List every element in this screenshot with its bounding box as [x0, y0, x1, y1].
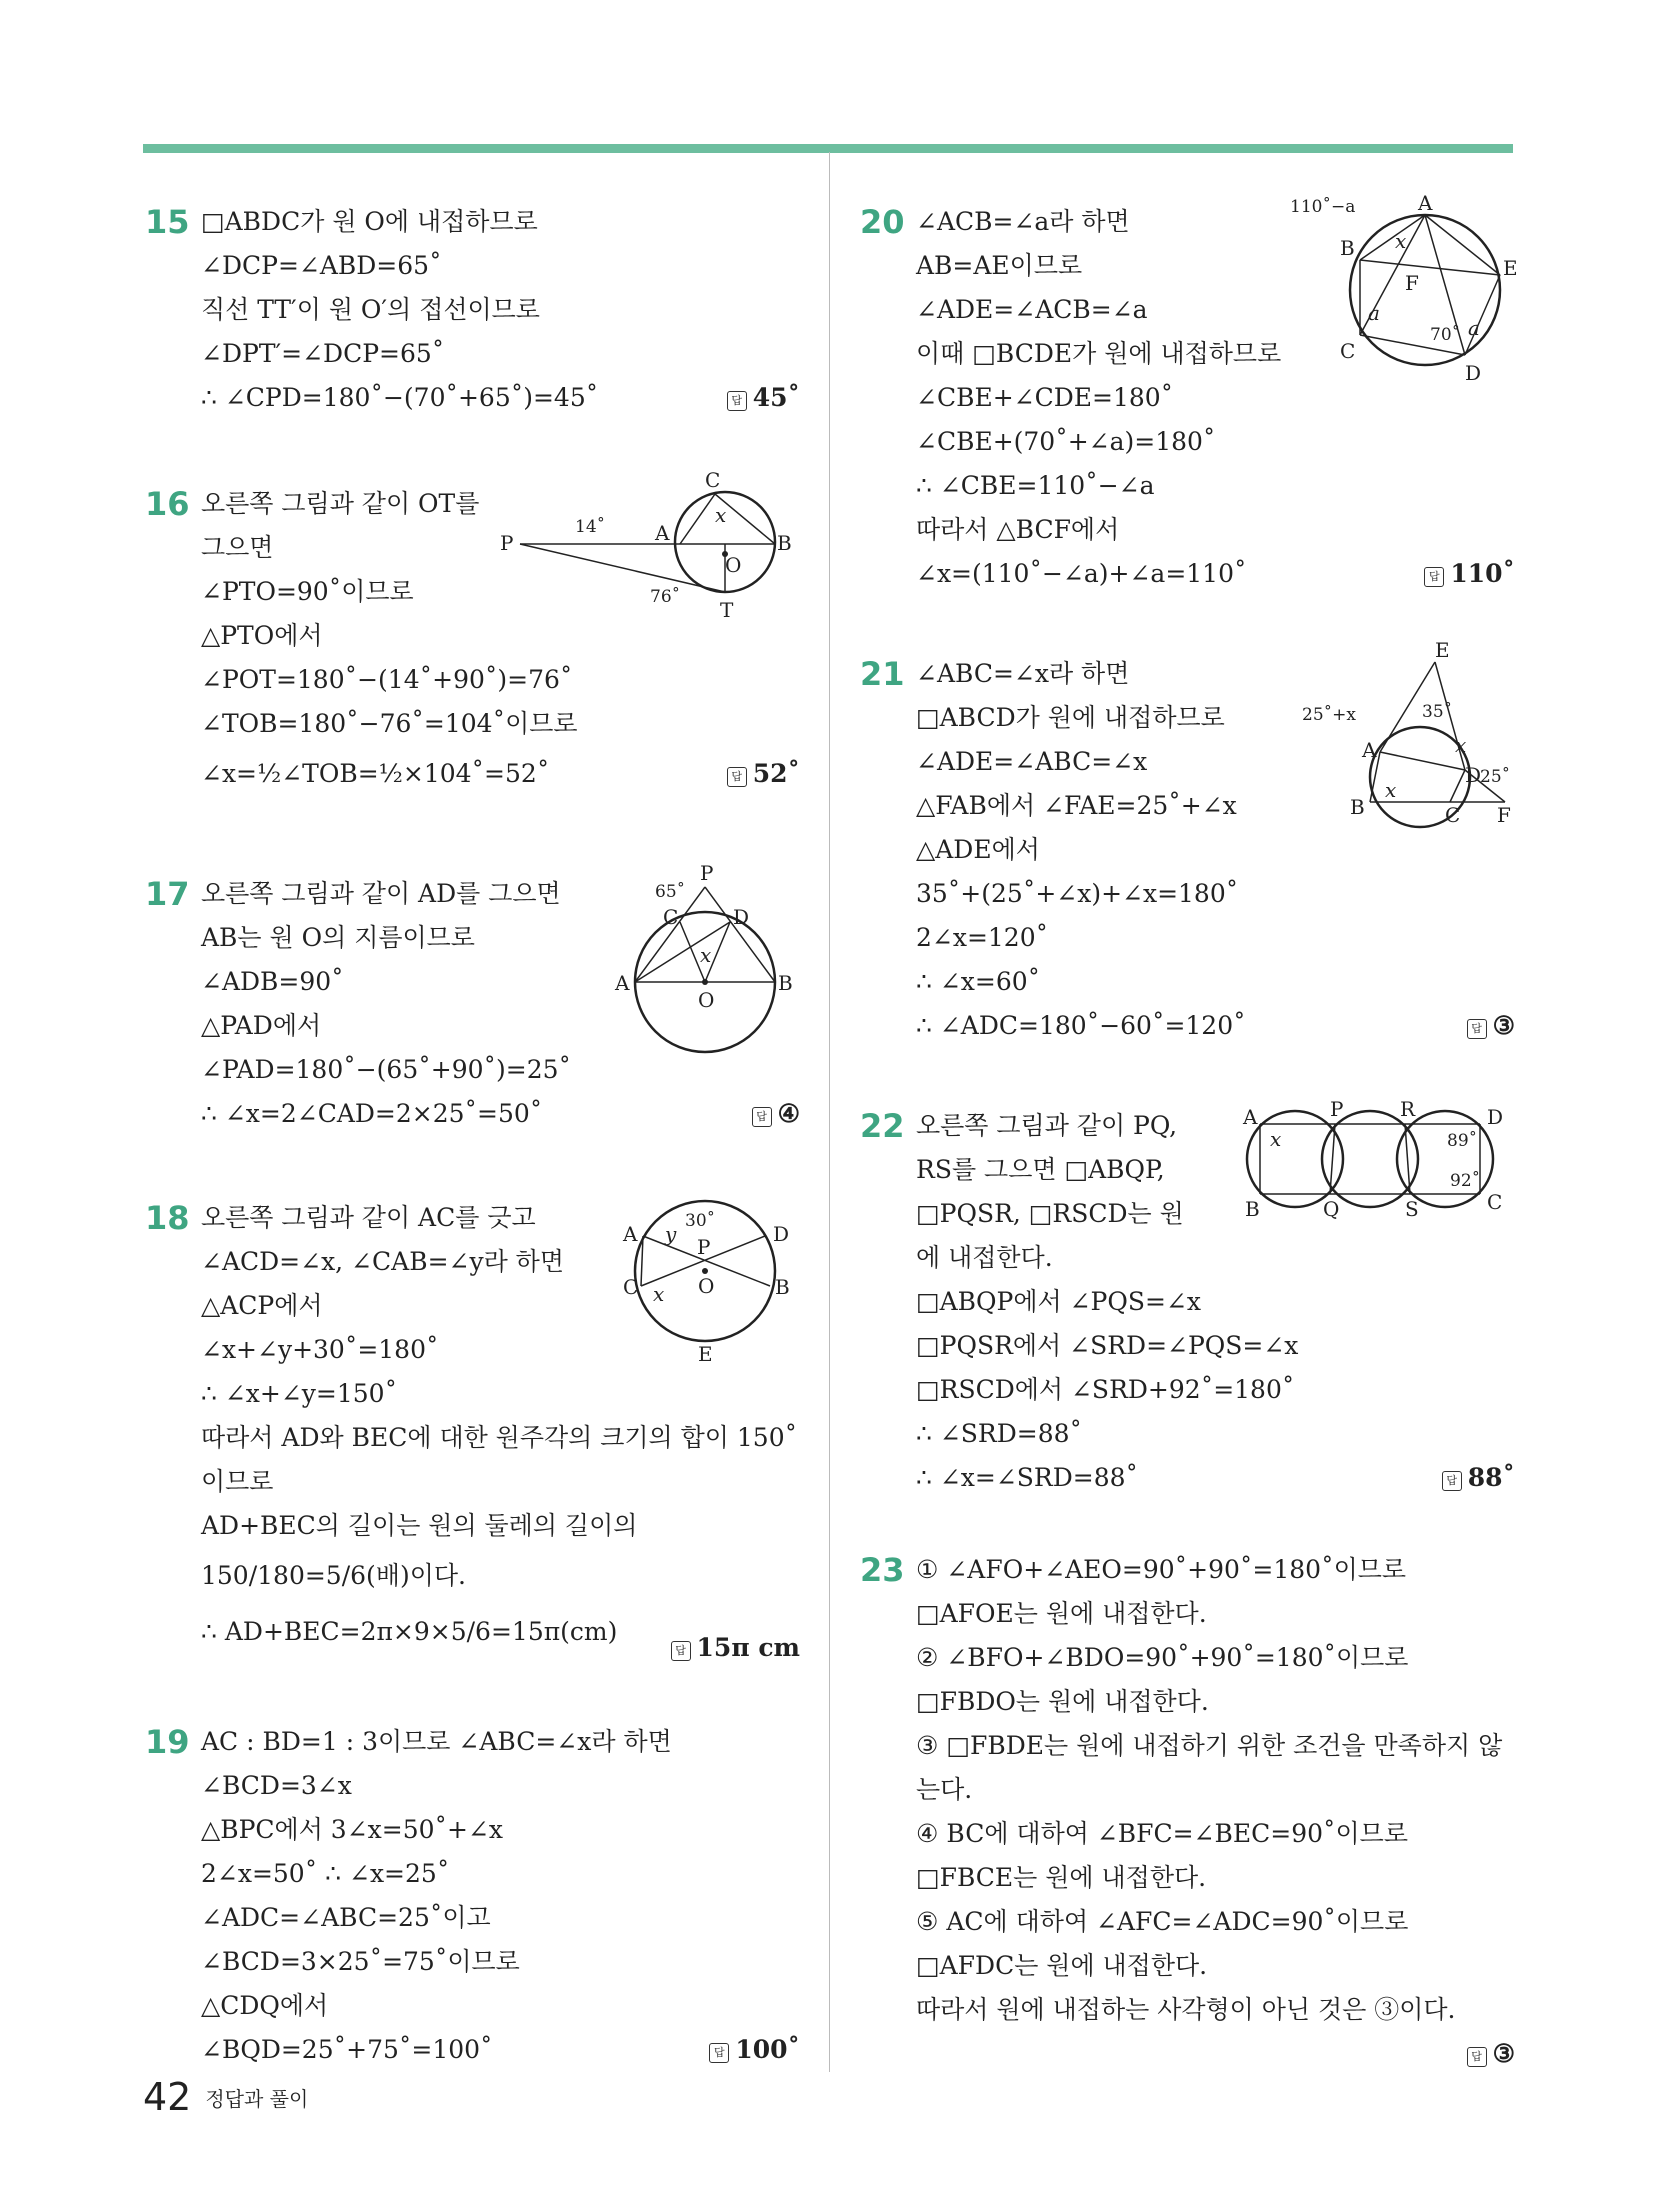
answer	[1442, 1456, 1515, 1500]
solution-line: □AFOE는 원에 내접한다.	[916, 1599, 1207, 1628]
label-D: D	[1465, 361, 1482, 385]
label-Q: Q	[1323, 1197, 1340, 1221]
figure-20	[1290, 190, 1518, 390]
label-T: T	[720, 598, 734, 622]
solution-line: ∠x=½∠TOB=½×104˚=52˚	[201, 759, 550, 788]
label-x: x	[1270, 1127, 1282, 1151]
label-angle-30: 30˚	[685, 1211, 716, 1231]
label-A: A	[1418, 191, 1433, 215]
solution-line: 따라서 AD와 BEC에 대한 원주각의 크기의 합이 150˚	[201, 1423, 798, 1452]
label-A: A	[615, 971, 630, 995]
answer	[727, 752, 800, 796]
solution-line: ∴ ∠x=60˚	[916, 967, 1041, 996]
answer	[727, 376, 800, 420]
solution-line: △CDQ에서	[201, 1991, 329, 2020]
answer-mark-icon: 답	[727, 391, 747, 411]
label-a-right: a	[1468, 316, 1480, 340]
solution-line: □ABCD가 원에 내접하므로	[916, 703, 1225, 732]
solution-line: ∴ ∠CPD=180˚−(70˚+65˚)=45˚	[201, 383, 599, 412]
solution-line: 는다.	[916, 1775, 973, 1804]
label-F: F	[1497, 803, 1511, 827]
label-C: C	[705, 468, 721, 492]
answer-mark-icon: 답	[752, 1107, 772, 1127]
solution-line: ∴ ∠x=∠SRD=88˚	[916, 1463, 1139, 1492]
answer-value: ③	[1492, 2039, 1515, 2068]
page-footer	[143, 2075, 308, 2119]
answer-mark-icon: 답	[709, 2043, 729, 2063]
label-a-left: a	[1368, 301, 1380, 325]
label-O: O	[698, 988, 715, 1012]
label-B: B	[777, 531, 792, 555]
label-B: B	[1350, 795, 1365, 819]
label-A: A	[1243, 1105, 1258, 1129]
solution-line: RS를 그으면 □ABQP,	[916, 1155, 1165, 1184]
answer-value: 45˚	[752, 383, 800, 412]
answer	[1424, 552, 1515, 596]
answer-value: ③	[1492, 1011, 1515, 1040]
solution-line: □PQSR에서 ∠SRD=∠PQS=∠x	[916, 1331, 1299, 1360]
answer-mark-icon: 답	[671, 1641, 691, 1661]
solution-line: AB=AE이므로	[916, 251, 1083, 280]
page-number: 42	[143, 2075, 192, 2119]
label-angle-89: 89˚	[1447, 1131, 1478, 1151]
label-x: x	[653, 1282, 665, 1306]
solution-line: △BPC에서 3∠x=50˚+∠x	[201, 1815, 503, 1844]
solution-line: 150/180=5/6(배)이다.	[201, 1561, 466, 1590]
label-P: P	[697, 1235, 711, 1259]
solution-line: ∠ADC=∠ABC=25˚이고	[201, 1903, 491, 1932]
header-bar	[143, 144, 1513, 153]
solution-line: 오른쪽 그림과 같이 PQ,	[916, 1111, 1178, 1140]
label-B: B	[1245, 1197, 1260, 1221]
solution-line: □AFDC는 원에 내접한다.	[916, 1951, 1208, 1980]
problem-number: 23	[860, 1551, 905, 1589]
answer	[709, 2028, 800, 2072]
label-B: B	[778, 971, 793, 995]
solution-line: 그으면	[201, 533, 274, 562]
answer-mark-icon: 답	[1467, 2047, 1487, 2067]
answer-mark-icon: 답	[1467, 1019, 1487, 1039]
label-R: R	[1400, 1097, 1416, 1121]
solution-line: □FBCE는 원에 내접한다.	[916, 1863, 1207, 1892]
solution-line: ① ∠AFO+∠AEO=90˚+90˚=180˚이므로	[916, 1555, 1407, 1584]
solution-line: ② ∠BFO+∠BDO=90˚+90˚=180˚이므로	[916, 1643, 1409, 1672]
label-O: O	[725, 553, 742, 577]
answer-mark-icon: 답	[727, 767, 747, 787]
label-angle-76: 76˚	[650, 587, 681, 607]
label-angle-70: 70˚	[1430, 325, 1461, 345]
solution-line: ∠DCP=∠ABD=65˚	[201, 251, 442, 280]
solution-line: □RSCD에서 ∠SRD+92˚=180˚	[916, 1375, 1295, 1404]
figure-17	[605, 862, 795, 1062]
label-O: O	[698, 1274, 715, 1298]
solution-line: 이므로	[201, 1467, 274, 1496]
solution-line: ∴ ∠ADC=180˚−60˚=120˚	[916, 1011, 1246, 1040]
solution-line: ∴ ∠x=2∠CAD=2×25˚=50˚	[201, 1099, 543, 1128]
answer-value: 52˚	[752, 759, 800, 788]
solution-line: ∠CBE+∠CDE=180˚	[916, 383, 1174, 412]
solution-line: ∠POT=180˚−(14˚+90˚)=76˚	[201, 665, 573, 694]
label-C: C	[1487, 1190, 1503, 1214]
label-B: B	[1340, 236, 1355, 260]
solution-line: ∠x=(110˚−∠a)+∠a=110˚	[916, 559, 1247, 588]
label-B: B	[775, 1275, 790, 1299]
answer-value: 15π cm	[696, 1633, 800, 1662]
answer-value: ④	[777, 1099, 800, 1128]
solution-line: ∠ACD=∠x, ∠CAB=∠y라 하면	[201, 1247, 564, 1276]
label-x-top: x	[1455, 733, 1467, 757]
answer-mark-icon: 답	[1424, 567, 1444, 587]
problem-number: 15	[145, 203, 190, 241]
solution-line: □ABDC가 원 O에 내접하므로	[201, 207, 538, 236]
label-angle-14: 14˚	[575, 517, 606, 537]
label-x: x	[1395, 229, 1407, 253]
label-A: A	[655, 521, 670, 545]
solution-line: 이때 □BCDE가 원에 내접하므로	[916, 339, 1282, 368]
problem-number: 17	[145, 875, 190, 913]
answer	[671, 1626, 800, 1670]
label-P: P	[700, 861, 714, 885]
solution-line: 오른쪽 그림과 같이 AD를 그으면	[201, 879, 561, 908]
answer	[752, 1092, 800, 1136]
answer-value: 100˚	[735, 2035, 800, 2064]
solution-line: ∠BQD=25˚+75˚=100˚	[201, 2035, 493, 2064]
problem-number: 19	[145, 1723, 190, 1761]
solution-line: ③ □FBDE는 원에 내접하기 위한 조건을 만족하지 않	[916, 1731, 1503, 1760]
label-E: E	[698, 1342, 713, 1366]
label-D: D	[1487, 1105, 1504, 1129]
label-D: D	[733, 905, 750, 929]
solution-line: ∠BCD=3×25˚=75˚이므로	[201, 1947, 520, 1976]
solution-line: AD+BEC의 길이는 원의 둘레의 길이의	[201, 1511, 638, 1540]
solution-line: ∠TOB=180˚−76˚=104˚이므로	[201, 709, 578, 738]
solution-line: △PTO에서	[201, 621, 323, 650]
problem-number: 22	[860, 1107, 905, 1145]
figure-16	[495, 468, 795, 632]
label-C: C	[623, 1275, 639, 1299]
answer-value: 88˚	[1467, 1463, 1515, 1492]
label-A: A	[623, 1222, 638, 1246]
column-divider	[829, 152, 830, 2072]
problem-number: 20	[860, 203, 905, 241]
solution-line: ⑤ AC에 대하여 ∠AFC=∠ADC=90˚이므로	[916, 1907, 1409, 1936]
label-S: S	[1405, 1197, 1419, 1221]
problem-number: 18	[145, 1199, 190, 1237]
solution-line: □FBDO는 원에 내접한다.	[916, 1687, 1209, 1716]
label-x: x	[715, 503, 727, 527]
solution-line: 직선 TT′이 원 O′의 접선이므로	[201, 295, 540, 324]
solution-line: 오른쪽 그림과 같이 OT를	[201, 489, 480, 518]
solution-line: ∠x+∠y+30˚=180˚	[201, 1335, 439, 1364]
label-F: F	[1405, 271, 1419, 295]
solution-line: 2∠x=120˚	[916, 923, 1049, 952]
problem-number: 16	[145, 485, 190, 523]
solution-line: □ABQP에서 ∠PQS=∠x	[916, 1287, 1201, 1316]
label-C: C	[1445, 803, 1461, 827]
solution-line: 2∠x=50˚ ∴ ∠x=25˚	[201, 1859, 450, 1888]
solution-line: ∠CBE+(70˚+∠a)=180˚	[916, 427, 1216, 456]
solution-line: 따라서 △BCF에서	[916, 515, 1120, 544]
answer	[1467, 2032, 1515, 2076]
solution-line: ∴ ∠SRD=88˚	[916, 1419, 1083, 1448]
solution-line: ∠ACB=∠a라 하면	[916, 207, 1130, 236]
label-D: D	[1465, 763, 1482, 787]
label-C: C	[1340, 339, 1356, 363]
solution-line: AB는 원 O의 지름이므로	[201, 923, 475, 952]
figure-21	[1300, 638, 1515, 842]
label-P: P	[500, 531, 514, 555]
label-E: E	[1503, 256, 1518, 280]
solution-line: △ADE에서	[916, 835, 1040, 864]
label-x: x	[700, 943, 712, 967]
label-x-bottom: x	[1385, 778, 1397, 802]
solution-line: 35˚+(25˚+∠x)+∠x=180˚	[916, 879, 1239, 908]
solution-line: △ACP에서	[201, 1291, 323, 1320]
solution-line: ∠BCD=3∠x	[201, 1771, 352, 1800]
solution-line: ∠PTO=90˚이므로	[201, 577, 414, 606]
answer-value: 110˚	[1450, 559, 1515, 588]
footer-label: 정답과 풀이	[205, 2087, 309, 2111]
solution-line: ∴ ∠x+∠y=150˚	[201, 1379, 398, 1408]
label-25-plus-x: 25˚+x	[1302, 705, 1356, 725]
solution-line: △PAD에서	[201, 1011, 322, 1040]
label-C: C	[663, 905, 679, 929]
solution-line: ④ BC에 대하여 ∠BFC=∠BEC=90˚이므로	[916, 1819, 1408, 1848]
figure-18	[605, 1186, 795, 1376]
problem-number: 21	[860, 655, 905, 693]
label-angle-35: 35˚	[1422, 702, 1453, 722]
solution-line: ∠ABC=∠x라 하면	[916, 659, 1130, 688]
label-y: y	[665, 1222, 677, 1246]
label-A: A	[1362, 738, 1377, 762]
solution-line: ∠DPT′=∠DCP=65˚	[201, 339, 445, 368]
label-angle-92: 92˚	[1450, 1171, 1481, 1191]
label-E: E	[1435, 638, 1450, 662]
solution-line: 에 내접한다.	[916, 1243, 1053, 1272]
solution-line: ∴ ∠CBE=110˚−∠a	[916, 471, 1155, 500]
solution-line: ∠ADE=∠ABC=∠x	[916, 747, 1148, 776]
solution-line: ∠ADE=∠ACB=∠a	[916, 295, 1148, 324]
label-P: P	[1330, 1097, 1344, 1121]
solution-line: ∠ADB=90˚	[201, 967, 344, 996]
label-110-minus-a: 110˚−a	[1290, 197, 1356, 217]
solution-line: □PQSR, □RSCD는 원	[916, 1199, 1184, 1228]
solution-line: ∴ AD+BEC=2π×9×5/6=15π(cm)	[201, 1617, 618, 1646]
answer-mark-icon: 답	[1442, 1471, 1462, 1491]
solution-line: 따라서 원에 내접하는 사각형이 아닌 것은 ③이다.	[916, 1995, 1456, 2024]
label-angle-65: 65˚	[655, 882, 686, 902]
label-angle-25: 25˚	[1480, 767, 1511, 787]
solution-line: △FAB에서 ∠FAE=25˚+∠x	[916, 791, 1237, 820]
solution-line: 오른쪽 그림과 같이 AC를 긋고	[201, 1203, 536, 1232]
label-D: D	[773, 1222, 790, 1246]
figure-22	[1215, 1094, 1515, 1224]
solution-line: ∠PAD=180˚−(65˚+90˚)=25˚	[201, 1055, 572, 1084]
answer	[1467, 1004, 1515, 1048]
solution-line: AC : BD=1 : 3이므로 ∠ABC=∠x라 하면	[201, 1727, 672, 1756]
